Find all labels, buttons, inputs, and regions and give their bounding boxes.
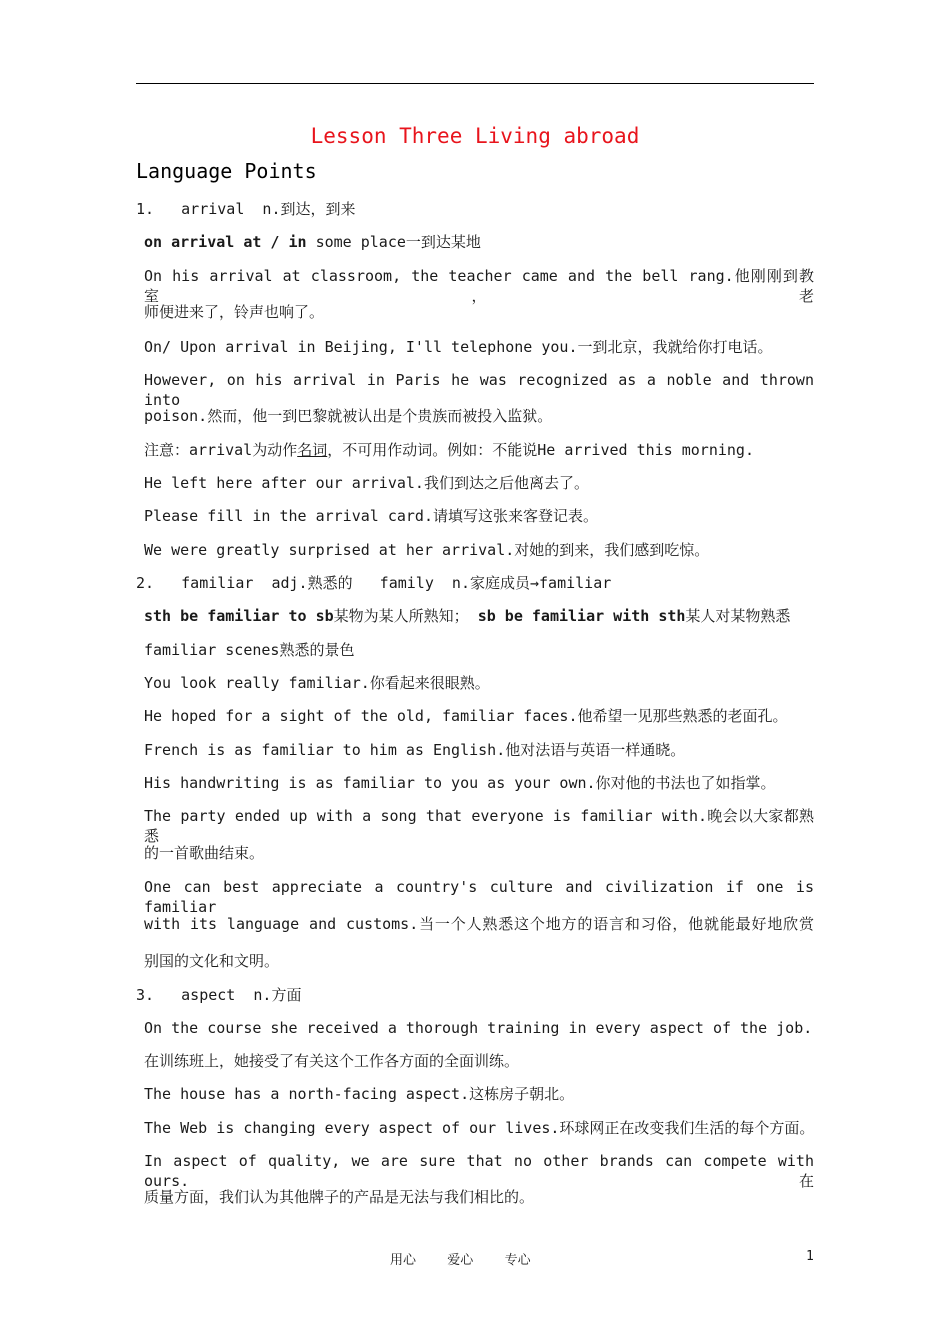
example-line: On/ Upon arrival in Beijing, I'll telephone you.一到北京，我就给你打电话。: [144, 338, 773, 356]
example-line: 质量方面，我们认为其他牌子的产品是无法与我们相比的。: [144, 1188, 535, 1206]
item-header: 3. aspect n.方面: [136, 986, 302, 1004]
note-line: [144, 440, 754, 460]
phrase-end: 某人对某物熟悉: [685, 607, 791, 625]
example-line: On his arrival at classroom, the teacher came and the bell rang.他刚刚到教室，老: [144, 267, 814, 305]
header-rule: [136, 83, 814, 84]
example-line: We were greatly surprised at her arrival.对她的到来，我们感到吃惊。: [144, 541, 710, 559]
example-line: The party ended up with a song that everyone is familiar with.晚会以大家都熟悉: [144, 807, 814, 845]
example-line: with its language and customs.当一个人熟悉这个地方的语言和习俗，他就能最好地欣赏: [144, 915, 814, 933]
example-line: His handwriting is as familiar to you as your own.你对他的书法也了如指掌。: [144, 774, 776, 792]
phrase-bold: sth be familiar to sb: [144, 607, 334, 625]
example-line: The Web is changing every aspect of our lives.环球网正在改变我们生活的每个方面。: [144, 1119, 815, 1137]
phrase-mid: 某物为某人所熟知；: [333, 607, 478, 625]
example-line: He left here after our arrival.我们到达之后他离去了。: [144, 474, 589, 492]
note-post: ，不可用作动词。例如：不能说He arrived this morning.: [327, 441, 754, 459]
example-line: Please fill in the arrival card.请填写这张来客登记表。: [144, 507, 598, 525]
phrase-bold: sb be familiar with sth: [477, 607, 686, 625]
page-number: 1: [806, 1249, 814, 1264]
item-header: 1. arrival n.到达，到来: [136, 200, 356, 218]
example-line: In aspect of quality, we are sure that no other brands can compete with ours.在: [144, 1152, 814, 1190]
example-line: 在训练班上，她接受了有关这个工作各方面的全面训练。: [144, 1052, 520, 1070]
lesson-title: Lesson Three Living abroad: [310, 124, 640, 148]
note-underlined: 名词: [297, 441, 328, 459]
footer-motto: 用心 爱心 专心: [390, 1253, 531, 1268]
phrase-rest: some place一到达某地: [306, 233, 481, 251]
note-pre: 注意：arrival为动作: [144, 441, 298, 459]
example-line: On the course she received a thorough training in every aspect of the job.: [144, 1019, 813, 1037]
example-line: 师便进来了，铃声也响了。: [144, 303, 325, 321]
example-line: However, on his arrival in Paris he was recognized as a noble and thrown into: [144, 371, 814, 409]
example-line: 别国的文化和文明。: [144, 952, 280, 970]
example-line: French is as familiar to him as English.他对法语与英语一样通晓。: [144, 741, 686, 759]
phrase-line: [144, 232, 481, 252]
example-line: One can best appreciate a country's culture and civilization if one is familiar: [144, 878, 814, 916]
section-heading: Language Points: [136, 159, 317, 183]
example-line: familiar scenes熟悉的景色: [144, 641, 355, 659]
example-line: poison.然而，他一到巴黎就被认出是个贵族而被投入监狱。: [144, 407, 553, 425]
example-line: You look really familiar.你看起来很眼熟。: [144, 674, 490, 692]
phrase-bold: on arrival at / in: [144, 233, 307, 251]
example-line: He hoped for a sight of the old, familiar faces.他希望一见那些熟悉的老面孔。: [144, 707, 788, 725]
phrase-line: [144, 606, 790, 626]
example-line: The house has a north-facing aspect.这栋房子朝北。: [144, 1085, 575, 1103]
example-line: 的一首歌曲结束。: [144, 844, 265, 862]
item-header: 2. familiar adj.熟悉的 family n.家庭成员→familiar: [136, 574, 612, 592]
